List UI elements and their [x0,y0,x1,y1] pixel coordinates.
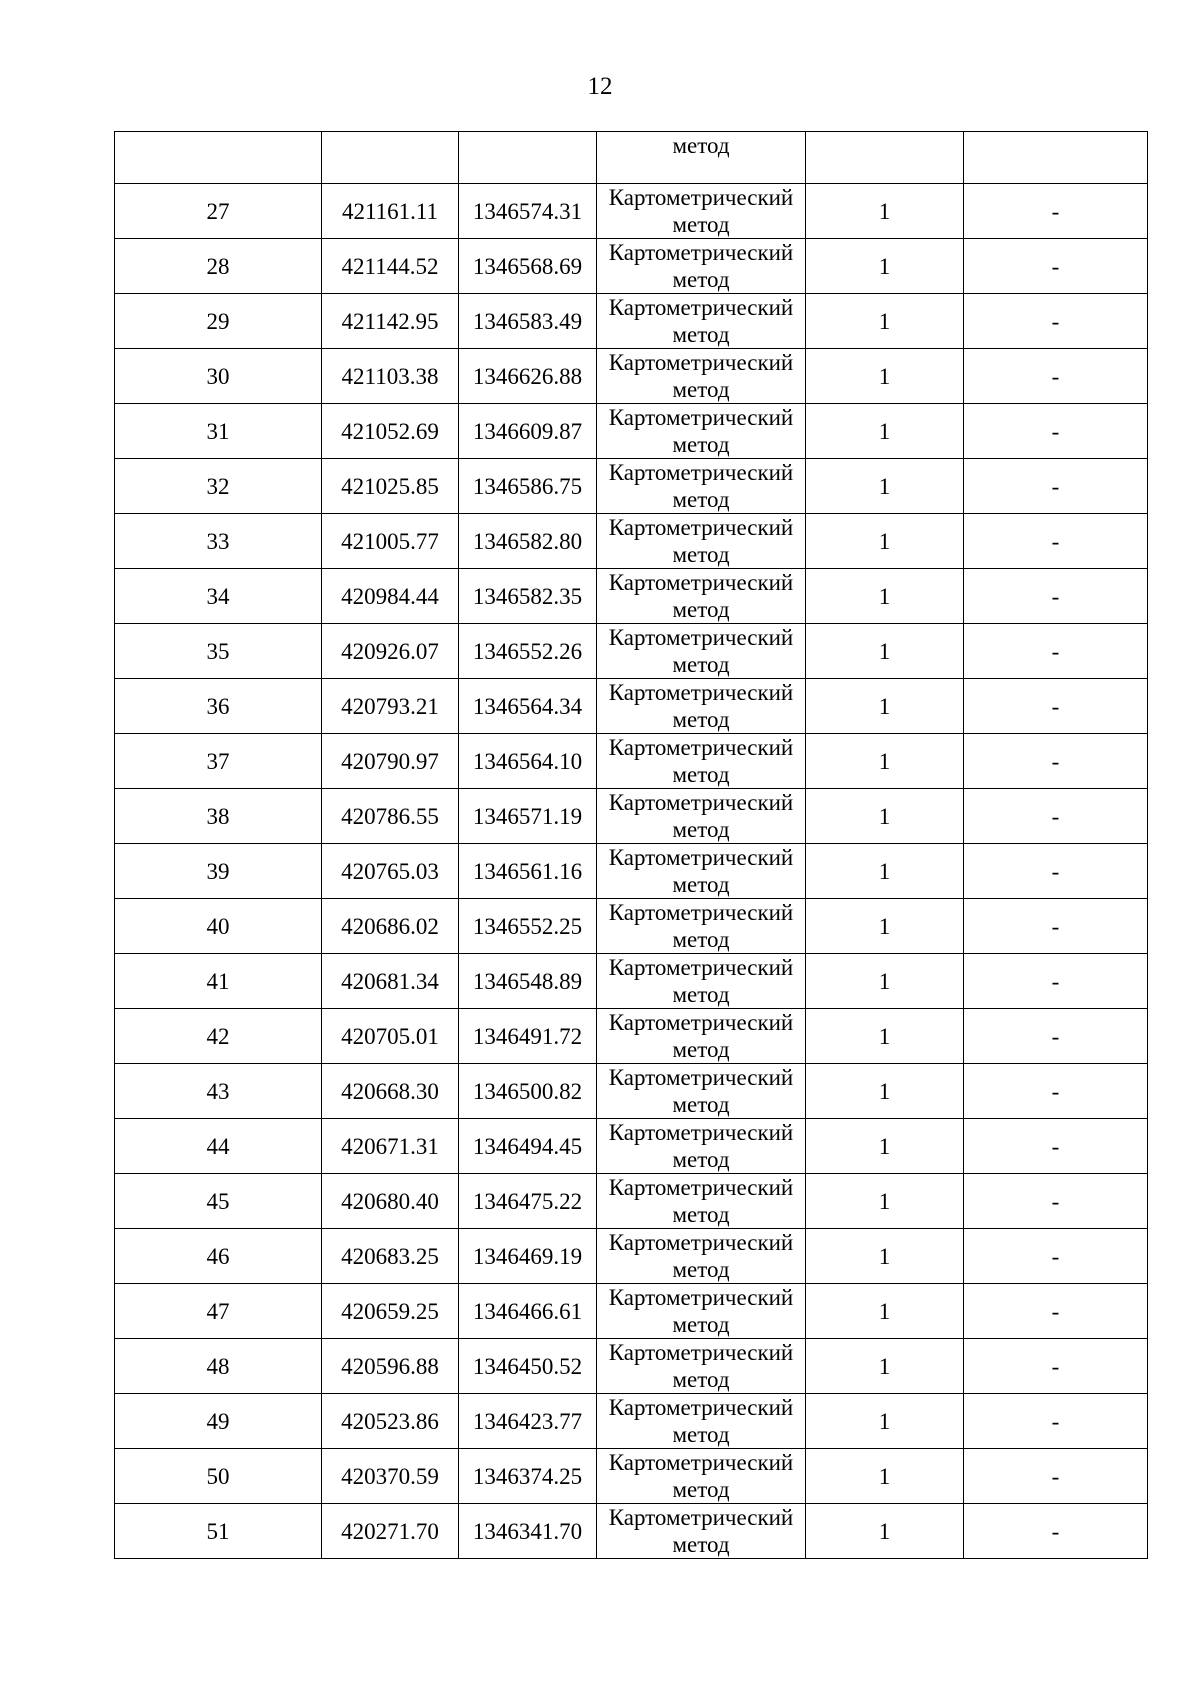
cell-note: - [964,184,1148,239]
cell-method [597,1504,806,1559]
method-line: Картометрический [608,350,794,375]
cell-point-number: 47 [115,1284,322,1339]
cell-point-number: 36 [115,679,322,734]
cell-accuracy: 1 [806,1284,964,1339]
cell-x: 420659.25 [322,1284,459,1339]
cell-x: 421025.85 [322,459,459,514]
method-line: Картометрический [608,1395,794,1420]
cell-x: 420790.97 [322,734,459,789]
method-line: Картометрический [608,1230,794,1255]
method-line: Картометрический [608,1450,794,1475]
table-row [115,1504,1148,1559]
method-line: Картометрический [608,1175,794,1200]
cell-y: 1346583.49 [459,294,597,349]
cell-accuracy: 1 [806,1064,964,1119]
cell-point-number: 39 [115,844,322,899]
cell-point-number: 32 [115,459,322,514]
method-line: метод [672,487,730,512]
method-line: Картометрический [608,460,794,485]
cell-y: 1346423.77 [459,1394,597,1449]
cell-y: 1346561.16 [459,844,597,899]
method-line: метод [672,432,730,457]
method-line: Картометрический [608,515,794,540]
method-line: Картометрический [608,240,794,265]
cell-y: 1346586.75 [459,459,597,514]
cell-y [459,132,597,184]
method-line: метод [672,212,730,237]
table-row [115,1119,1148,1174]
cell-accuracy: 1 [806,734,964,789]
cell-accuracy: 1 [806,1449,964,1504]
cell-note: - [964,954,1148,1009]
cell-note: - [964,514,1148,569]
cell-point-number: 50 [115,1449,322,1504]
cell-accuracy: 1 [806,844,964,899]
cell-accuracy: 1 [806,789,964,844]
cell-note: - [964,459,1148,514]
table-row [115,954,1148,1009]
cell-point-number: 43 [115,1064,322,1119]
method-line: метод [672,542,730,567]
method-line: метод [672,1532,730,1557]
cell-y: 1346494.45 [459,1119,597,1174]
cell-x: 421142.95 [322,294,459,349]
cell-note: - [964,1064,1148,1119]
cell-y: 1346469.19 [459,1229,597,1284]
table-body [115,132,1148,1559]
cell-note: - [964,1504,1148,1559]
cell-y: 1346582.80 [459,514,597,569]
cell-method-continued: метод [597,132,806,184]
method-line: Картометрический [608,1120,794,1145]
cell-x: 420680.40 [322,1174,459,1229]
table-row [115,569,1148,624]
method-line: метод [672,1202,730,1227]
cell-method [597,294,806,349]
cell-point-number: 30 [115,349,322,404]
method-line: Картометрический [608,625,794,650]
table-row [115,789,1148,844]
method-line: метод [672,982,730,1007]
cell-method [597,239,806,294]
table-row [115,239,1148,294]
table-row [115,514,1148,569]
cell-note: - [964,624,1148,679]
cell-accuracy: 1 [806,514,964,569]
cell-accuracy: 1 [806,1229,964,1284]
cell-x: 421144.52 [322,239,459,294]
cell-method [597,954,806,1009]
cell-y: 1346571.19 [459,789,597,844]
table-row [115,294,1148,349]
method-line: Картометрический [608,955,794,980]
cell-note: - [964,844,1148,899]
table-row [115,1394,1148,1449]
cell-point-number: 42 [115,1009,322,1064]
cell-note: - [964,404,1148,459]
method-line: метод [672,927,730,952]
cell-y: 1346552.25 [459,899,597,954]
cell-note: - [964,239,1148,294]
cell-x: 420596.88 [322,1339,459,1394]
method-line: метод [672,1147,730,1172]
method-line: Картометрический [608,1285,794,1310]
cell-y: 1346450.52 [459,1339,597,1394]
cell-method [597,844,806,899]
cell-note: - [964,1449,1148,1504]
table-row [115,1229,1148,1284]
cell-method [597,184,806,239]
method-line: Картометрический [608,405,794,430]
cell-note: - [964,569,1148,624]
cell-point-number: 29 [115,294,322,349]
cell-note: - [964,1009,1148,1064]
table-row [115,459,1148,514]
cell-point-number: 31 [115,404,322,459]
table-row [115,624,1148,679]
cell-x: 421161.11 [322,184,459,239]
cell-accuracy: 1 [806,1119,964,1174]
cell-accuracy: 1 [806,184,964,239]
cell-method [597,1284,806,1339]
cell-accuracy: 1 [806,294,964,349]
cell-x [322,132,459,184]
cell-point-number: 37 [115,734,322,789]
cell-note: - [964,1119,1148,1174]
cell-method [597,899,806,954]
table-row-continued [115,132,1148,184]
cell-accuracy: 1 [806,954,964,1009]
cell-x: 420765.03 [322,844,459,899]
cell-note: - [964,1394,1148,1449]
method-line: Картометрический [608,185,794,210]
cell-y: 1346491.72 [459,1009,597,1064]
cell-method [597,349,806,404]
cell-y: 1346341.70 [459,1504,597,1559]
cell-note: - [964,1174,1148,1229]
cell-point-number: 33 [115,514,322,569]
cell-point-number: 41 [115,954,322,1009]
table-row [115,1284,1148,1339]
cell-x: 420370.59 [322,1449,459,1504]
cell-y: 1346568.69 [459,239,597,294]
cell-accuracy: 1 [806,1009,964,1064]
cell-y: 1346500.82 [459,1064,597,1119]
cell-method [597,404,806,459]
cell-y: 1346574.31 [459,184,597,239]
cell-accuracy: 1 [806,349,964,404]
table-row [115,349,1148,404]
method-line: Картометрический [608,735,794,760]
cell-x: 420681.34 [322,954,459,1009]
cell-method [597,459,806,514]
cell-note: - [964,1229,1148,1284]
method-line: метод [672,597,730,622]
method-line: Картометрический [608,295,794,320]
method-line: метод [672,817,730,842]
cell-x: 420786.55 [322,789,459,844]
table-row [115,899,1148,954]
cell-x: 420271.70 [322,1504,459,1559]
cell-note: - [964,1284,1148,1339]
method-line: Картометрический [608,790,794,815]
method-line: метод [672,652,730,677]
cell-accuracy: 1 [806,1339,964,1394]
cell-method [597,1449,806,1504]
table-row [115,844,1148,899]
method-line: метод [672,1037,730,1062]
cell-x: 420523.86 [322,1394,459,1449]
method-line: метод [672,762,730,787]
cell-note: - [964,679,1148,734]
cell-point-number: 40 [115,899,322,954]
method-line: метод [672,1257,730,1282]
table-row [115,1449,1148,1504]
cell-accuracy: 1 [806,1504,964,1559]
method-line: Картометрический [608,570,794,595]
cell-accuracy: 1 [806,1174,964,1229]
cell-accuracy: 1 [806,1394,964,1449]
cell-x: 421005.77 [322,514,459,569]
table-row [115,1339,1148,1394]
cell-point-number: 49 [115,1394,322,1449]
method-line: метод [672,707,730,732]
cell-method [597,1394,806,1449]
cell-method [597,734,806,789]
cell-method [597,624,806,679]
cell-accuracy: 1 [806,899,964,954]
cell-note: - [964,349,1148,404]
coordinates-table [114,131,1148,1559]
method-line: Картометрический [608,1065,794,1090]
method-line: метод [672,872,730,897]
method-line: метод [672,1422,730,1447]
cell-x: 420926.07 [322,624,459,679]
method-line: Картометрический [608,1505,794,1530]
cell-y: 1346609.87 [459,404,597,459]
page-number: 12 [587,73,613,100]
table-row [115,1174,1148,1229]
cell-method [597,1064,806,1119]
table-row [115,404,1148,459]
cell-x: 420686.02 [322,899,459,954]
table-row [115,1064,1148,1119]
cell-x: 421103.38 [322,349,459,404]
cell-note: - [964,899,1148,954]
cell-point-number: 51 [115,1504,322,1559]
method-line: Картометрический [608,680,794,705]
method-line: метод [672,377,730,402]
cell-x: 420671.31 [322,1119,459,1174]
cell-accuracy: 1 [806,459,964,514]
cell-note [964,132,1148,184]
cell-accuracy: 1 [806,239,964,294]
cell-y: 1346564.34 [459,679,597,734]
cell-method [597,789,806,844]
cell-accuracy: 1 [806,624,964,679]
cell-accuracy: 1 [806,569,964,624]
cell-x: 420683.25 [322,1229,459,1284]
cell-accuracy: 1 [806,679,964,734]
cell-x: 421052.69 [322,404,459,459]
cell-y: 1346626.88 [459,349,597,404]
cell-y: 1346475.22 [459,1174,597,1229]
cell-method [597,1339,806,1394]
table-row [115,734,1148,789]
cell-point-number [115,132,322,184]
cell-x: 420793.21 [322,679,459,734]
cell-method [597,1229,806,1284]
cell-point-number: 45 [115,1174,322,1229]
cell-point-number: 35 [115,624,322,679]
cell-y: 1346552.26 [459,624,597,679]
cell-y: 1346374.25 [459,1449,597,1504]
method-line: метод [672,267,730,292]
cell-accuracy: 1 [806,404,964,459]
cell-y: 1346582.35 [459,569,597,624]
method-line: Картометрический [608,1340,794,1365]
method-line: метод [672,1312,730,1337]
cell-point-number: 34 [115,569,322,624]
cell-method [597,679,806,734]
method-line: метод [672,1367,730,1392]
cell-y: 1346548.89 [459,954,597,1009]
cell-x: 420705.01 [322,1009,459,1064]
table-row [115,1009,1148,1064]
cell-x: 420668.30 [322,1064,459,1119]
cell-point-number: 44 [115,1119,322,1174]
method-line: метод [672,1477,730,1502]
method-line: Картометрический [608,1010,794,1035]
cell-point-number: 28 [115,239,322,294]
table-row [115,679,1148,734]
cell-note: - [964,294,1148,349]
cell-point-number: 48 [115,1339,322,1394]
cell-accuracy [806,132,964,184]
method-line: метод [672,1092,730,1117]
cell-method [597,1174,806,1229]
method-line: Картометрический [608,900,794,925]
cell-method [597,514,806,569]
cell-y: 1346564.10 [459,734,597,789]
cell-method [597,1119,806,1174]
cell-x: 420984.44 [322,569,459,624]
cell-method [597,1009,806,1064]
cell-note: - [964,734,1148,789]
cell-y: 1346466.61 [459,1284,597,1339]
cell-point-number: 46 [115,1229,322,1284]
cell-note: - [964,789,1148,844]
table-row [115,184,1148,239]
method-line: метод [672,322,730,347]
cell-point-number: 27 [115,184,322,239]
cell-note: - [964,1339,1148,1394]
cell-point-number: 38 [115,789,322,844]
cell-method [597,569,806,624]
method-line: Картометрический [608,845,794,870]
